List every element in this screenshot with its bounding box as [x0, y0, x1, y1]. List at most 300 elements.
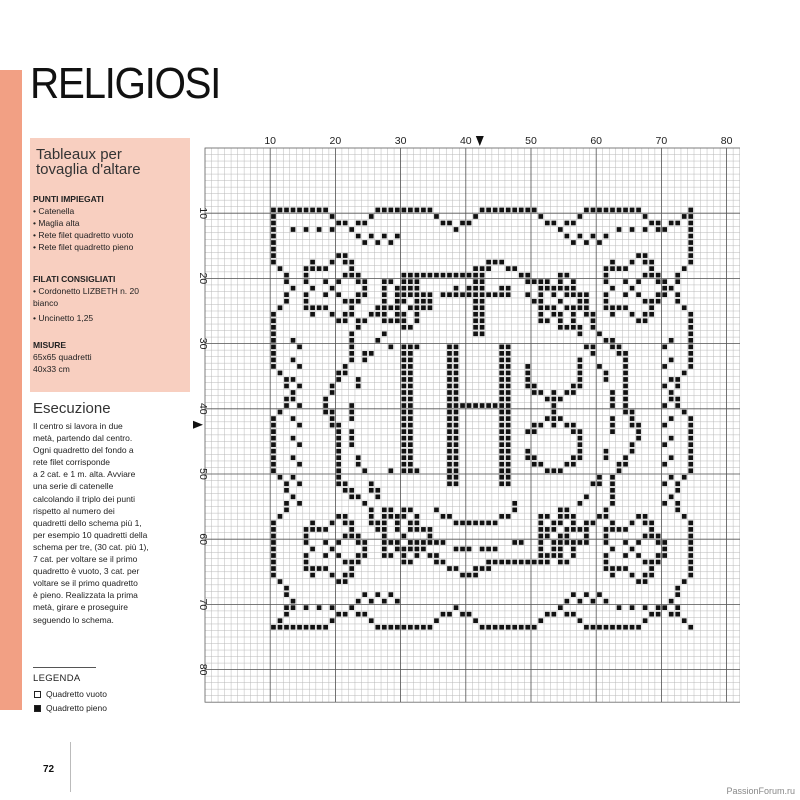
- filled-cell: [460, 547, 465, 552]
- filled-cell: [558, 279, 563, 284]
- project-title-line1: Tableaux per: [36, 146, 122, 163]
- filled-cell: [636, 553, 641, 558]
- filled-cell: [565, 534, 570, 539]
- filled-cell: [578, 299, 583, 304]
- filled-cell: [558, 273, 563, 278]
- filled-cell: [304, 227, 309, 232]
- filled-cell: [578, 331, 583, 336]
- filled-cell: [675, 605, 680, 610]
- filled-cell: [656, 534, 661, 539]
- filled-cell: [356, 560, 361, 565]
- filled-cell: [617, 305, 622, 310]
- filled-cell: [460, 292, 465, 297]
- filled-cell: [486, 208, 491, 213]
- filled-cell: [369, 481, 374, 486]
- filled-cell: [304, 534, 309, 539]
- filled-cell: [506, 442, 511, 447]
- filled-cell: [271, 312, 276, 317]
- legend-full-label: Quadretto pieno: [46, 703, 107, 713]
- filled-cell: [454, 390, 459, 395]
- filled-cell: [662, 462, 667, 467]
- filled-cell: [623, 625, 628, 630]
- filled-cell: [271, 534, 276, 539]
- filled-cell: [571, 547, 576, 552]
- filled-cell: [610, 573, 615, 578]
- filled-cell: [493, 292, 498, 297]
- filled-cell: [551, 305, 556, 310]
- filled-cell: [388, 592, 393, 597]
- filled-cell: [604, 371, 609, 376]
- filled-cell: [519, 273, 524, 278]
- filled-cell: [506, 481, 511, 486]
- filled-cell: [675, 384, 680, 389]
- filled-cell: [271, 436, 276, 441]
- filled-cell: [643, 299, 648, 304]
- filled-cell: [565, 390, 570, 395]
- filled-cell: [688, 553, 693, 558]
- filled-cell: [454, 416, 459, 421]
- x-tick-label: 10: [264, 135, 277, 147]
- filled-cell: [565, 599, 570, 604]
- filled-cell: [317, 625, 322, 630]
- filled-cell: [584, 240, 589, 245]
- filled-cell: [271, 338, 276, 343]
- filled-cell: [649, 299, 654, 304]
- filled-cell: [460, 221, 465, 226]
- x-tick-label: 80: [720, 135, 733, 147]
- filled-cell: [284, 279, 289, 284]
- filled-cell: [578, 377, 583, 382]
- filled-cell: [493, 560, 498, 565]
- filled-cell: [356, 318, 361, 323]
- filled-cell: [551, 521, 556, 526]
- filled-cell: [669, 358, 674, 363]
- filled-cell: [421, 305, 426, 310]
- filled-cell: [323, 410, 328, 415]
- filled-cell: [428, 292, 433, 297]
- filled-cell: [291, 227, 296, 232]
- filled-cell: [623, 410, 628, 415]
- filled-cell: [682, 514, 687, 519]
- filled-cell: [402, 351, 407, 356]
- filled-cell: [604, 455, 609, 460]
- filled-cell: [349, 436, 354, 441]
- filled-cell: [506, 462, 511, 467]
- filled-cell: [310, 312, 315, 317]
- filled-cell: [291, 390, 296, 395]
- filled-cell: [688, 221, 693, 226]
- filled-cell: [675, 586, 680, 591]
- filled-cell: [402, 279, 407, 284]
- filled-cell: [291, 605, 296, 610]
- filled-cell: [565, 514, 570, 519]
- filled-cell: [506, 292, 511, 297]
- filled-cell: [610, 566, 615, 571]
- filled-cell: [480, 286, 485, 291]
- filled-cell: [623, 384, 628, 389]
- filled-cell: [682, 410, 687, 415]
- filled-cell: [271, 240, 276, 245]
- filled-cell: [571, 514, 576, 519]
- filled-cell: [610, 547, 615, 552]
- filled-cell: [349, 410, 354, 415]
- filled-cell: [688, 416, 693, 421]
- filled-cell: [447, 423, 452, 428]
- filled-cell: [499, 208, 504, 213]
- filled-cell: [688, 573, 693, 578]
- filled-cell: [493, 208, 498, 213]
- filled-cell: [421, 273, 426, 278]
- filled-cell: [499, 475, 504, 480]
- filled-cell: [317, 305, 322, 310]
- filled-cell: [591, 481, 596, 486]
- filled-cell: [649, 534, 654, 539]
- filled-cell: [558, 508, 563, 513]
- filled-cell: [408, 416, 413, 421]
- filled-cell: [597, 514, 602, 519]
- filled-cell: [506, 403, 511, 408]
- filled-cell: [349, 260, 354, 265]
- filled-cell: [506, 416, 511, 421]
- filled-cell: [356, 553, 361, 558]
- filled-cell: [415, 540, 420, 545]
- filled-cell: [402, 358, 407, 363]
- filled-cell: [330, 312, 335, 317]
- filled-cell: [454, 364, 459, 369]
- filled-cell: [454, 227, 459, 232]
- filled-cell: [297, 625, 302, 630]
- filled-cell: [669, 599, 674, 604]
- filled-cell: [538, 540, 543, 545]
- filled-cell: [447, 371, 452, 376]
- filled-cell: [271, 553, 276, 558]
- filled-cell: [356, 292, 361, 297]
- filled-cell: [610, 416, 615, 421]
- filled-cell: [532, 279, 537, 284]
- filled-cell: [499, 403, 504, 408]
- filled-cell: [636, 625, 641, 630]
- filled-cell: [662, 442, 667, 447]
- filled-cell: [499, 286, 504, 291]
- filled-cell: [512, 266, 517, 271]
- filled-cell: [291, 397, 296, 402]
- filled-cell: [382, 534, 387, 539]
- filled-cell: [375, 494, 380, 499]
- filled-cell: [349, 494, 354, 499]
- filled-cell: [688, 240, 693, 245]
- filled-cell: [408, 429, 413, 434]
- filled-cell: [617, 351, 622, 356]
- execution-line: schema per tre, (30 cat. più 1),: [33, 541, 149, 552]
- filled-cell: [675, 481, 680, 486]
- filled-cell: [597, 592, 602, 597]
- filled-cell: [291, 208, 296, 213]
- filled-cell: [388, 553, 393, 558]
- filled-cell: [349, 527, 354, 532]
- filled-cell: [656, 560, 661, 565]
- filled-cell: [571, 221, 576, 226]
- filled-cell: [499, 455, 504, 460]
- filled-cell: [591, 208, 596, 213]
- filled-cell: [669, 390, 674, 395]
- filled-cell: [688, 358, 693, 363]
- filled-cell: [688, 455, 693, 460]
- size-section: [33, 339, 188, 375]
- filled-cell: [408, 403, 413, 408]
- filled-cell: [402, 403, 407, 408]
- filled-cell: [610, 338, 615, 343]
- filled-cell: [499, 560, 504, 565]
- filled-cell: [271, 416, 276, 421]
- filled-cell: [284, 377, 289, 382]
- filled-cell: [545, 279, 550, 284]
- filled-cell: [688, 260, 693, 265]
- filled-cell: [454, 384, 459, 389]
- filled-cell: [284, 397, 289, 402]
- filled-cell: [571, 553, 576, 558]
- filled-cell: [578, 234, 583, 239]
- filled-cell: [617, 462, 622, 467]
- filled-cell: [310, 521, 315, 526]
- execution-line: Il centro si lavora in due: [33, 421, 123, 431]
- filled-cell: [323, 397, 328, 402]
- filled-cell: [369, 514, 374, 519]
- filled-cell: [356, 599, 361, 604]
- filled-cell: [304, 299, 309, 304]
- filled-cell: [623, 279, 628, 284]
- filled-cell: [545, 318, 550, 323]
- filled-cell: [662, 423, 667, 428]
- filled-cell: [317, 527, 322, 532]
- filled-cell: [310, 566, 315, 571]
- filled-cell: [375, 488, 380, 493]
- filled-cell: [473, 573, 478, 578]
- filled-cell: [551, 423, 556, 428]
- filled-cell: [662, 481, 667, 486]
- filled-cell: [362, 358, 367, 363]
- filled-cell: [669, 475, 674, 480]
- filled-cell: [486, 566, 491, 571]
- filled-cell: [662, 403, 667, 408]
- filled-cell: [669, 221, 674, 226]
- filled-cell: [388, 279, 393, 284]
- x-tick-label: 60: [590, 135, 603, 147]
- filled-cell: [682, 305, 687, 310]
- filled-cell: [402, 508, 407, 513]
- filled-cell: [382, 299, 387, 304]
- yarn-line: • Cordonetto LIZBETH n. 20: [33, 286, 139, 296]
- yarn-heading: FILATI CONSIGLIATI: [33, 274, 116, 284]
- filled-cell: [545, 305, 550, 310]
- filled-cell: [447, 429, 452, 434]
- filled-cell: [349, 429, 354, 434]
- execution-line: quadretti dello schema più 1,: [33, 517, 142, 528]
- filled-cell: [688, 234, 693, 239]
- filled-cell: [454, 605, 459, 610]
- filled-cell: [591, 521, 596, 526]
- filled-cell: [578, 442, 583, 447]
- filled-cell: [362, 540, 367, 545]
- filled-cell: [428, 305, 433, 310]
- filled-cell: [604, 599, 609, 604]
- filled-cell: [402, 560, 407, 565]
- filled-cell: [565, 423, 570, 428]
- filled-cell: [630, 449, 635, 454]
- filled-cell: [343, 318, 348, 323]
- filled-cell: [623, 540, 628, 545]
- filled-cell: [473, 521, 478, 526]
- filled-cell: [460, 403, 465, 408]
- filled-cell: [682, 266, 687, 271]
- filled-cell: [271, 449, 276, 454]
- filled-cell: [512, 508, 517, 513]
- filled-cell: [630, 547, 635, 552]
- filled-cell: [336, 468, 341, 473]
- filled-cell: [656, 605, 661, 610]
- filled-cell: [623, 266, 628, 271]
- filled-cell: [284, 384, 289, 389]
- filled-cell: [545, 612, 550, 617]
- filled-cell: [402, 625, 407, 630]
- filled-cell: [291, 475, 296, 480]
- filled-cell: [578, 364, 583, 369]
- filled-cell: [388, 305, 393, 310]
- filled-cell: [408, 397, 413, 402]
- filled-cell: [591, 318, 596, 323]
- filled-cell: [441, 560, 446, 565]
- filled-cell: [375, 312, 380, 317]
- filled-cell: [441, 292, 446, 297]
- filled-cell: [499, 423, 504, 428]
- filled-cell: [675, 403, 680, 408]
- filled-cell: [402, 286, 407, 291]
- filled-cell: [382, 234, 387, 239]
- filled-cell: [669, 416, 674, 421]
- filled-cell: [551, 397, 556, 402]
- filled-cell: [538, 618, 543, 623]
- filled-cell: [310, 260, 315, 265]
- filled-cell: [362, 292, 367, 297]
- stitch-item: • Catenella: [33, 206, 75, 216]
- filled-cell: [604, 234, 609, 239]
- filled-cell: [349, 605, 354, 610]
- filled-cell: [415, 286, 420, 291]
- filled-cell: [688, 462, 693, 467]
- filled-cell: [395, 547, 400, 552]
- filled-cell: [382, 625, 387, 630]
- filet-chart: [180, 125, 740, 715]
- project-title: [36, 147, 186, 177]
- filled-cell: [623, 397, 628, 402]
- filled-cell: [545, 416, 550, 421]
- filled-cell: [532, 560, 537, 565]
- filled-cell: [291, 599, 296, 604]
- filled-cell: [356, 221, 361, 226]
- filled-cell: [460, 612, 465, 617]
- y-tick-label: 60: [197, 533, 209, 546]
- x-tick-label: 70: [655, 135, 668, 147]
- filled-cell: [382, 292, 387, 297]
- filled-cell: [636, 253, 641, 258]
- filled-cell: [551, 292, 556, 297]
- filled-cell: [636, 514, 641, 519]
- filled-cell: [604, 449, 609, 454]
- filled-cell: [578, 214, 583, 219]
- filled-cell: [356, 455, 361, 460]
- filled-cell: [506, 449, 511, 454]
- filled-cell: [571, 527, 576, 532]
- filled-cell: [467, 286, 472, 291]
- filled-cell: [428, 553, 433, 558]
- x-tick-label: 50: [525, 135, 537, 147]
- filled-cell: [480, 208, 485, 213]
- filled-cell: [278, 266, 283, 271]
- filled-cell: [382, 208, 387, 213]
- filled-cell: [362, 553, 367, 558]
- filled-cell: [499, 345, 504, 350]
- filled-cell: [643, 214, 648, 219]
- filled-cell: [480, 403, 485, 408]
- filled-cell: [317, 227, 322, 232]
- size-grid: 65x65 quadretti: [33, 352, 92, 362]
- filled-cell: [291, 358, 296, 363]
- filled-cell: [630, 410, 635, 415]
- filled-cell: [493, 260, 498, 265]
- filled-cell: [551, 547, 556, 552]
- filled-cell: [558, 553, 563, 558]
- filled-cell: [565, 286, 570, 291]
- filled-cell: [402, 462, 407, 467]
- filled-cell: [291, 286, 296, 291]
- execution-line: rispetto al numero dei: [33, 505, 115, 516]
- filled-cell: [447, 384, 452, 389]
- filled-cell: [617, 566, 622, 571]
- filled-cell: [473, 318, 478, 323]
- filled-cell: [480, 266, 485, 271]
- filled-cell: [688, 442, 693, 447]
- filled-cell: [362, 468, 367, 473]
- filled-cell: [604, 279, 609, 284]
- filled-cell: [454, 521, 459, 526]
- center-marker-left-icon: [193, 421, 203, 429]
- filled-cell: [310, 625, 315, 630]
- filled-cell: [597, 481, 602, 486]
- filled-cell: [682, 371, 687, 376]
- filled-cell: [538, 462, 543, 467]
- filled-cell: [271, 260, 276, 265]
- filled-cell: [499, 625, 504, 630]
- filled-cell: [271, 234, 276, 239]
- filled-cell: [284, 508, 289, 513]
- filled-cell: [473, 279, 478, 284]
- filled-cell: [428, 299, 433, 304]
- filled-cell: [623, 364, 628, 369]
- filled-cell: [454, 462, 459, 467]
- filled-cell: [395, 292, 400, 297]
- filled-cell: [297, 481, 302, 486]
- filled-cell: [330, 286, 335, 291]
- watermark: PassionForum.ru: [726, 786, 795, 796]
- filled-cell: [584, 292, 589, 297]
- filled-cell: [362, 547, 367, 552]
- filled-cell: [447, 442, 452, 447]
- filled-cell: [349, 345, 354, 350]
- filled-cell: [271, 325, 276, 330]
- filled-cell: [291, 338, 296, 343]
- filled-cell: [480, 325, 485, 330]
- filled-cell: [375, 521, 380, 526]
- filled-cell: [415, 345, 420, 350]
